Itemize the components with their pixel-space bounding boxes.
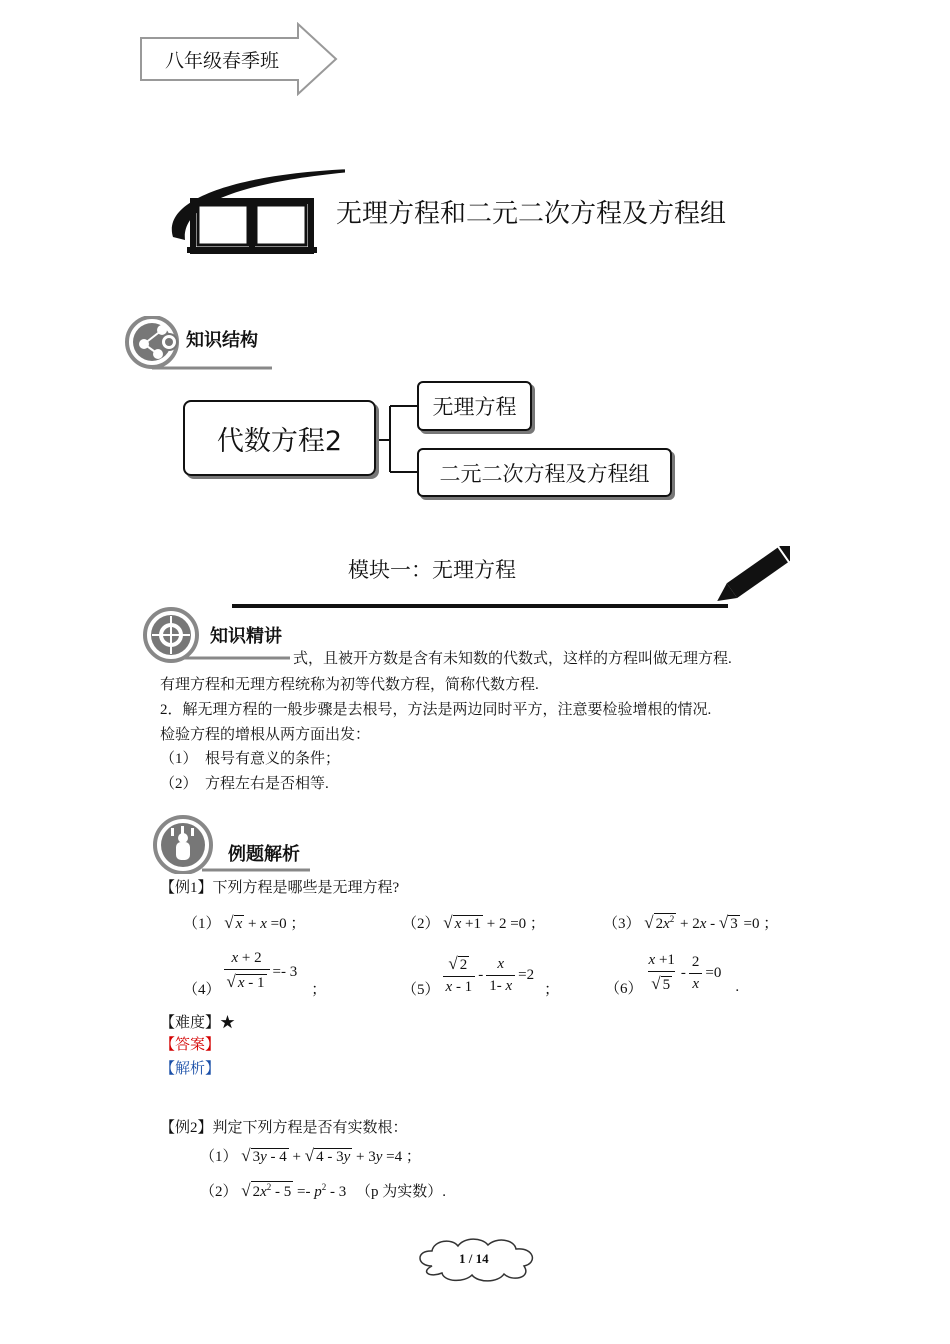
example1-item: （1） √ x + x =0 ；: [183, 913, 306, 932]
equation-ex2-2: √ $2x^2 - 5$: [241, 1181, 292, 1200]
example1-prompt: 【例1】下列方程是哪些是无理方程?: [160, 880, 400, 896]
book-icon: [165, 165, 345, 260]
structure-child-label: 二元二次方程及方程组: [439, 461, 650, 486]
equation-1: √ x: [224, 913, 243, 932]
page-number: 1 / 14: [459, 1251, 489, 1266]
class-label: 八年级春季班: [165, 50, 280, 72]
example1-item: （2） √ x +1 + 2 =0 ；: [402, 913, 545, 932]
item-label: （5）: [402, 981, 440, 998]
ex2-note: （p 为实数）.: [356, 1184, 447, 1200]
structure-heading: 知识结构: [186, 330, 258, 351]
knowledge-line: 式，且被开方数是含有未知数的代数式，这样的方程叫做无理方程.: [293, 651, 732, 667]
knowledge-line: 2．解无理方程的一般步骤是去根号，方法是两边同时平方，注意要检验增根的情况.: [160, 702, 712, 718]
knowledge-line: 有理方程和无理方程统称为初等代数方程，简称代数方程.: [160, 677, 539, 693]
equation-6: $\frac{x +1}{√ 5}$: [648, 952, 675, 993]
example2-prompt: 【例2】判定下列方程是否有实数根：: [160, 1120, 408, 1136]
structure-child-box: [417, 381, 532, 431]
structure-root-label: 代数方程2: [216, 425, 343, 457]
example1-item: （4） $\frac{x + 2}{√ x - 1}$ =- 3 ；: [183, 950, 327, 998]
difficulty-label: 【难度】★: [160, 1015, 236, 1031]
equation-3: √ $2x^2$: [644, 913, 675, 932]
example1-item: （5） $\frac{√ 2}{x - 1}$ - $\frac{x}{1- x}$ =2 ；: [402, 954, 560, 998]
equation-ex2-1: √ 3y - 4: [241, 1146, 287, 1165]
module-title: 模块一：无理方程: [348, 558, 516, 582]
examples-heading: 例题解析: [228, 844, 300, 865]
knowledge-line: 检验方程的增根从两方面出发：: [160, 727, 371, 743]
structure-child-label: 无理方程: [432, 395, 517, 419]
item-label: （2）: [200, 1184, 238, 1200]
item-label: （1）: [183, 916, 221, 932]
analysis-label: 【解析】: [160, 1061, 221, 1077]
example2-item: （2） √ $2x^2 - 5 =- p^2 - 3$ （p 为实数）.: [200, 1181, 447, 1200]
item-label: （4）: [183, 981, 221, 998]
answer-label: 【答案】: [160, 1037, 221, 1053]
structure-root-box: [183, 400, 376, 476]
equation-5: $\frac{√ 2}{x - 1}$: [443, 954, 476, 996]
example1-item: （3） √ $2x^2 + 2x$ - √ 3 =0 ；: [603, 913, 779, 932]
item-label: （2）: [402, 916, 440, 932]
knowledge-heading: 知识精讲: [210, 626, 282, 647]
page-title: 无理方程和二元二次方程及方程组: [336, 199, 727, 229]
equation-4: $\frac{x + 2}{√ x - 1}$: [224, 950, 270, 992]
item-label: （1）: [200, 1149, 238, 1165]
item-label: （3）: [603, 916, 641, 932]
example1-item: （6） $\frac{x +1}{√ 5}$ - $\frac{2}{x}$ =0 .: [605, 952, 740, 997]
pen-icon: [230, 546, 790, 612]
knowledge-line: （1） 根号有意义的条件；: [160, 751, 341, 767]
knowledge-line: （2） 方程左右是否相等.: [160, 776, 329, 792]
example2-item: （1） √ 3y - 4 + √ 4 - 3y + 3y =4 ；: [200, 1146, 421, 1165]
equation-2: √ x +1: [443, 913, 481, 932]
item-label: （6）: [605, 980, 643, 997]
structure-child-box: [417, 448, 672, 497]
